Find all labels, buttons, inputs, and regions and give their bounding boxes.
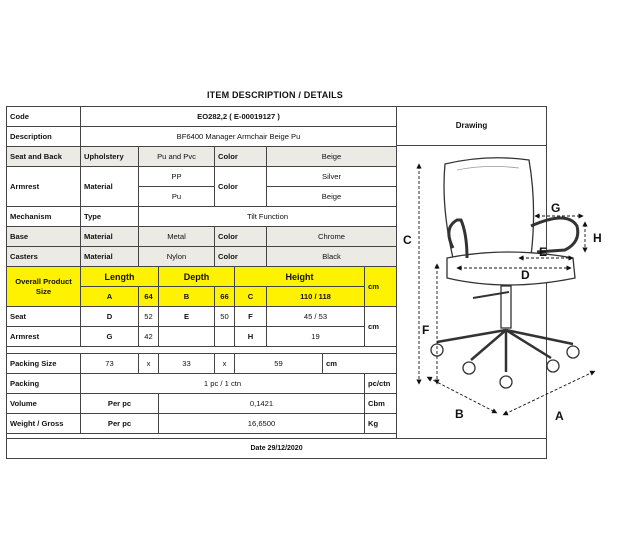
dim-d-letter: D — [81, 307, 139, 327]
dim-h-value: 19 — [267, 327, 365, 347]
dim-letter-h: H — [593, 231, 602, 245]
drawing-panel — [397, 107, 602, 439]
weight-value: 16,6500 — [159, 414, 365, 434]
seat-back-color: Beige — [267, 147, 397, 167]
armrest-color-label: Color — [215, 167, 267, 207]
packing-size-v1: 73 — [81, 354, 139, 374]
packing-unit: pc/ctn — [365, 374, 397, 394]
dim-a-value: 64 — [139, 287, 159, 307]
volume-unit: Cbm — [365, 394, 397, 414]
casters-value: Nylon — [139, 247, 215, 267]
seat-back-color-label: Color — [215, 147, 267, 167]
mechanism-value: Tilt Function — [139, 207, 397, 227]
dim-letter-g: G — [551, 201, 561, 215]
volume-value: 0,1421 — [159, 394, 365, 414]
dim-letter-d: D — [521, 268, 530, 282]
base-color-label: Color — [215, 227, 267, 247]
volume-label: Volume — [7, 394, 81, 414]
dim-letter-f: F — [422, 323, 430, 337]
armrest-value-1: PP — [139, 167, 215, 187]
weight-unit: Kg — [365, 414, 397, 434]
overall-size-label: Overall Product Size — [7, 267, 81, 307]
chair-drawing — [397, 146, 617, 446]
base-attr: Material — [81, 227, 139, 247]
dim-letter-c: C — [403, 233, 412, 247]
volume-per: Per pc — [81, 394, 159, 414]
dim-letter-a: A — [555, 409, 564, 423]
dims-unit: cm — [365, 307, 397, 347]
overall-unit: cm — [365, 267, 397, 307]
dim-f-value: 45 / 53 — [267, 307, 365, 327]
packing-label: Packing — [7, 374, 81, 394]
packing-size-x2: x — [215, 354, 235, 374]
armrest-label: Armrest — [7, 167, 81, 207]
dim-g-value: 42 — [139, 327, 159, 347]
dim-f-letter: F — [235, 307, 267, 327]
packing-value: 1 pc / 1 ctn — [81, 374, 365, 394]
page-title: ITEM DESCRIPTION / DETAILS — [206, 90, 344, 100]
base-label: Base — [7, 227, 81, 247]
dim-letter-e: E — [539, 245, 548, 259]
seat-back-label: Seat and Back — [7, 147, 81, 167]
armrest-color-1: Silver — [267, 167, 397, 187]
dim-b-value: 66 — [215, 287, 235, 307]
seat-back-attr: Upholstery — [81, 147, 139, 167]
dim-c-letter: C — [235, 287, 267, 307]
casters-color-label: Color — [215, 247, 267, 267]
casters-color: Black — [267, 247, 397, 267]
armrest-color-2: Beige — [267, 187, 397, 207]
casters-attr: Material — [81, 247, 139, 267]
packing-size-label: Packing Size — [7, 354, 81, 374]
seat-back-value: Pu and Pvc — [139, 147, 215, 167]
drawing-label: Drawing — [397, 107, 546, 146]
weight-per: Per pc — [81, 414, 159, 434]
dim-c-value: 110 / 118 — [267, 287, 365, 307]
date-footer: Date 29/12/2020 — [7, 439, 547, 459]
packing-size-v3: 59 — [235, 354, 323, 374]
dim-a-letter: A — [81, 287, 139, 307]
chair-back — [444, 158, 534, 258]
dim-e-letter: E — [159, 307, 215, 327]
armrest-attr: Material — [81, 167, 139, 207]
description-label: Description — [7, 127, 81, 147]
armrest-dims-label: Armrest — [7, 327, 81, 347]
seat-dims-label: Seat — [7, 307, 81, 327]
length-header: Length — [81, 267, 159, 287]
dim-e-value: 50 — [215, 307, 235, 327]
packing-size-unit: cm — [323, 354, 397, 374]
dim-g-letter: G — [81, 327, 139, 347]
code-label: Code — [7, 107, 81, 127]
dim-d-value: 52 — [139, 307, 159, 327]
mechanism-attr: Type — [81, 207, 139, 227]
dim-letter-b: B — [455, 407, 464, 421]
packing-size-v2: 33 — [159, 354, 215, 374]
depth-header: Depth — [159, 267, 235, 287]
height-header: Height — [235, 267, 365, 287]
packing-size-x1: x — [139, 354, 159, 374]
mechanism-label: Mechanism — [7, 207, 81, 227]
weight-label: Weight / Gross — [7, 414, 81, 434]
base-value: Metal — [139, 227, 215, 247]
description-value: BF6400 Manager Armchair Beige Pu — [81, 127, 397, 147]
code-value: EO282,2 ( E-00019127 ) — [81, 107, 397, 127]
armrest-value-2: Pu — [139, 187, 215, 207]
dim-b-letter: B — [159, 287, 215, 307]
dim-h-letter: H — [235, 327, 267, 347]
spec-table — [6, 106, 602, 459]
casters-label: Casters — [7, 247, 81, 267]
base-color: Chrome — [267, 227, 397, 247]
